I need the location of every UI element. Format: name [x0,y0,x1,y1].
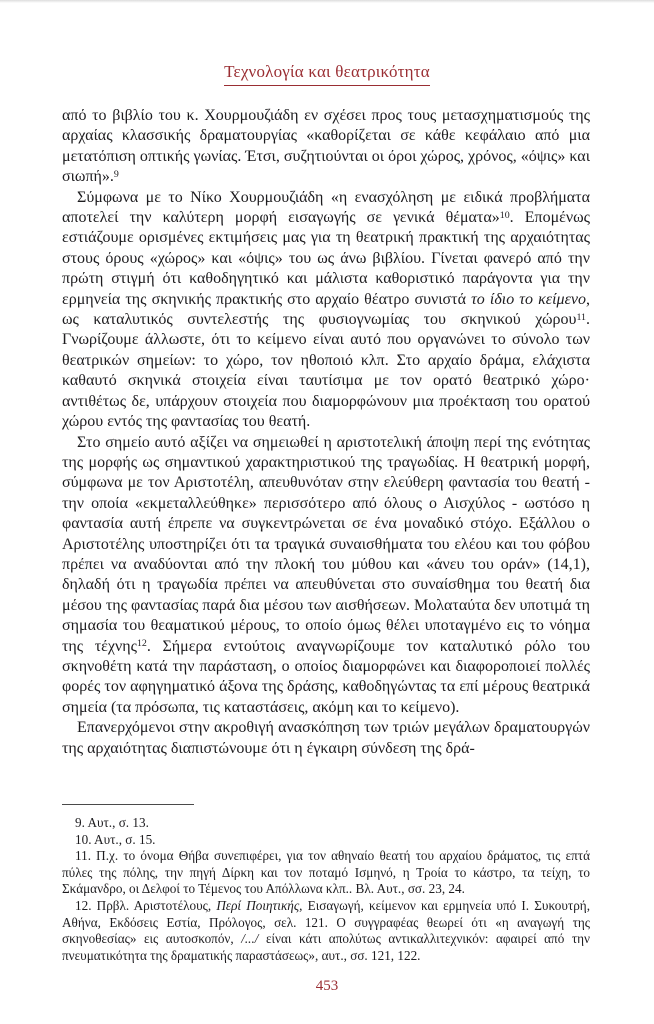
body-paragraph: από το βιβλίο του κ. Χουρμουζιάδη εν σχέσει προς τους μετασχηματισμούς της αρχαίας κλασσικής δραματουργίας «καθορίζεται σε κάθε κεφάλαιο από μια μετατόπιση οπτικής γωνίας. Έτσι, συζητιούνται οι όροι χώρος, χρόνος, «όψις» και σιωπή».$^9$ [62,107,590,186]
footnote: 10. Αυτ., σ. 15. [75,831,156,847]
footnote: 9. Αυτ., σ. 13. [75,815,149,830]
page-number: 453 [315,978,339,994]
main-text [62,106,590,759]
footnote: 12. Πρβλ. Αριστοτέλους, Περί Ποιητικής, Εισαγωγή, κείμενον και ερμηνεία υπό Ι. Συκουτρή, Αθήνα, Εκδόσεις Εστία, Πρόλογος, σελ. 121. Ο συγγραφέας θεωρεί ότι «η αναγωγή της σκηνοθεσίας» εις αυτοσκοπόν, /.../ είναι κάτι απολύτως αντικαλλιτεχνικόν: αφαιρεί από την πνευματικότητα της δραματικής παραστάσεως», αυτ., σσ. 121, 122. [62,897,590,963]
body-paragraph: Στο σημείο αυτό αξίζει να σημειωθεί η αριστοτελική άποψη περί της ενότητας της μορφής ως σημαντικού χαρακτηριστικού της τραγωδίας. Η θεατρική μορφή, σύμφωνα με τον Αριστοτέλη, απευθυνόταν στην ελεύθερη φαντασία του θεατή - την οποία «εκμεταλλεύθηκε» περισσότερο από όλους ο Αισχύλος - ωστόσο η φαντασία αυτή έπρεπε να συγκεντρώνεται σε ένα μοναδικό στόχο. Εξάλλου ο Αριστοτέλης υποστηρίζει ότι τα τραγικά συναισθήματα του ελέου και του φόβου πρέπει να αναδύονται από την πλοκή του μύθου και «άνευ του οράν» (14,1), δηλαδή ότι η τραγωδία πρέπει να απευθύνεται στο συναίσθημα του θεατή δια μέσου της φαντασίας παρά δια μέσου των αισθήσεων. Μολαταύτα δεν υποτιμά τη σημασία του θεαματικού μέρους, το οποίο όμως θέλει υποταγμένο εις το νόημα της τέχνης$^{12}$. Σήμερα εντούτοις αναγνωρίζουμε τον καταλυτικό ρόλο του σκηνοθέτη κατά την παράσταση, ο οποίος διαμορφώνει και διαφοροποιεί πολλές φορές τον αφηγηματικό άξονα της δράσης, καθοδηγώντας τα επί μέρους θεατρικά σημεία (τα πρόσωπα, τις καταστάσεις, ακόμη και το κείμενο). [62,433,590,716]
footnotes-section [62,804,590,964]
body-paragraph: Σύμφωνα με το Νίκο Χουρμουζιάδη «η ενασχόληση με ειδικά προβλήματα αποτελεί την καλύτερη μορφή εισαγωγής σε γενικά θέματα»$^{10}$. Επομένως εστιάζουμε ορισμένες εκτιμήσεις μας για τη θεατρική πρακτική της αρχαιότητας στους όρους «χώρος» και «όψις» του ως άνω βιβλίου. Γίνεται φανερό από την πρώτη στιγμή ότι καθοδηγητικό και μάλιστα καθοριστικό παράγοντα για την ερμηνεία της σκηνικής πρακτικής στο αρχαίο θέατρο συνιστά το ίδιο το κείμενο, ως καταλυτικός συντελεστής της φυσιογνωμίας του σκηνικού χώρου$^{11}$. Γνωρίζουμε άλλωστε, ότι το κείμενο είναι αυτό που οργανώνει το σύνολο των θεατρικών σημείων: το χώρο, τον ηθοποιό κλπ. Στο αρχαίο δράμα, ελάχιστα καθαυτό σκηνικά στοιχεία είναι ταυτίσιμα με τον ορατό θεατρικό χώρο· αντιθέτως δε, υπάρχουν στοιχεία που διαμορφώνουν μια προέκταση του ορατού χώρου εντός της φαντασίας του θεατή. [62,188,591,431]
body-paragraph: Επανερχόμενοι στην ακροθιγή ανασκόπηση των τριών μεγάλων δραματουργών της αρχαιότητας διαπιστώνουμε ότι η έγκαιρη σύνδεση της δρά- [62,719,590,757]
footnote: 11. Π.χ. το όνομα Θήβα συνεπιφέρει, για τον αθηναίο θεατή του αρχαίου δράματος, τις επτά πύλες της πόλης, την πηγή Δίρκη και τον ποταμό Ισμηνό, η Τροία το κάστρο, τα τείχη, το Σκάμανδρο, οι Δελφοί το Τέμενος του Απόλλωνα κλπ.. Βλ. Αυτ., σσ. 23, 24. [62,848,590,897]
page-header-title: Τεχνολογία και θεατρικότητα [224,62,430,86]
footnote-separator [62,804,194,805]
running-head [0,62,654,86]
